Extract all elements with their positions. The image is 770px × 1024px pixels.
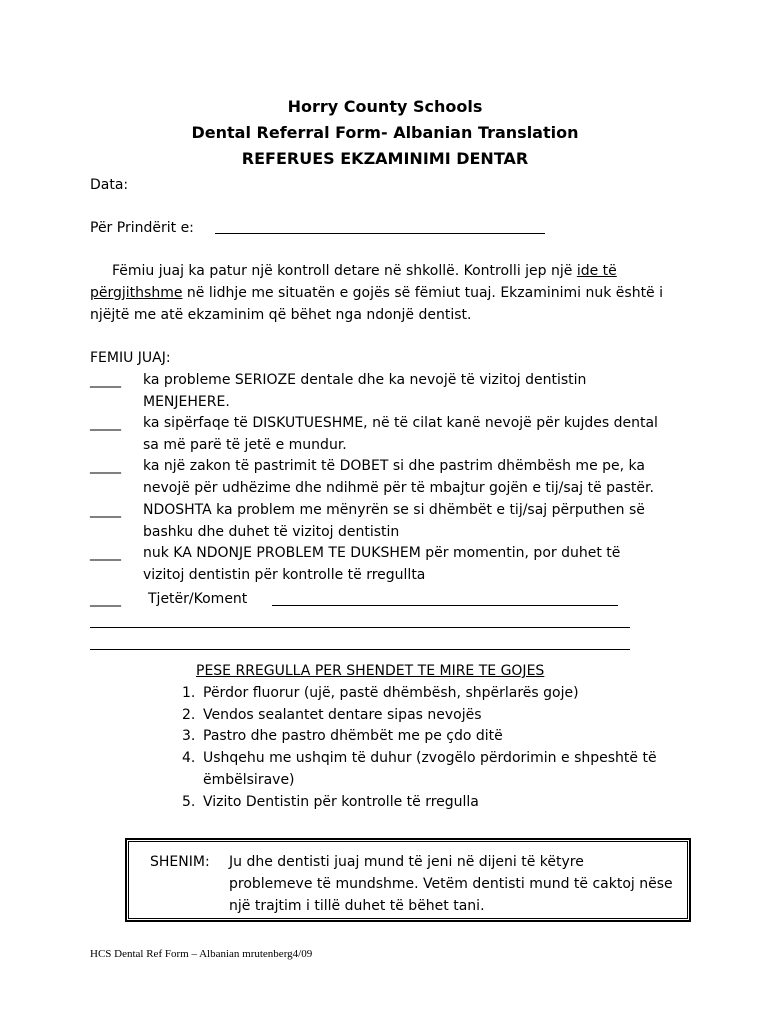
rule-num-3: 3. <box>182 728 196 744</box>
rule-num-2: 2. <box>182 707 196 723</box>
parent-name-line <box>215 233 545 234</box>
item-4-line-2: bashku dhe duhet të vizitoj dentistin <box>143 524 400 540</box>
form-subtitle: REFERUES EKZAMINIMI DENTAR <box>241 149 529 168</box>
intro-line-1 <box>112 262 617 280</box>
rule-text-2: Vendos sealantet dentare sipas nevojës <box>203 707 482 723</box>
item-5-line-1: nuk KA NDONJE PROBLEM TE DUKSHEM për momentin, por duhet të <box>143 545 621 561</box>
item-3-line-1: ka një zakon të pastrimit të DOBET si dhe pastrim dhëmbësh me pe, ka <box>143 458 645 474</box>
item-1-line-2: MENJEHERE. <box>143 394 230 410</box>
checkbox-blank-5: _____ <box>90 545 120 561</box>
intro-underlined-text: ide të <box>576 263 617 279</box>
note-label: SHENIM: <box>150 854 210 870</box>
comment-line-2 <box>90 627 630 628</box>
rule-text-4: Ushqehu me ushqim të duhur (zvogëlo përdorimin e shpeshtë të <box>203 750 657 766</box>
intro-text-2: në lidhje me situatën e gojës së fëmiut tuaj. Ekzaminimi nuk është i <box>182 285 664 301</box>
checkbox-blank-4: _____ <box>90 502 120 518</box>
item-5-line-2: vizitoj dentistin për kontrolle të rregullta <box>143 567 426 583</box>
rule-text-5: Vizito Dentistin për kontrolle të rregulla <box>203 794 479 810</box>
intro-text: Fëmiu juaj ka patur një kontroll detare në shkollë. Kontrolli jep një <box>112 263 577 279</box>
rule-num-1: 1. <box>182 685 196 701</box>
rule-num-5: 5. <box>182 794 196 810</box>
item-1-line-1: ka probleme SERIOZE dentale dhe ka nevojë të vizitoj dentistin <box>143 372 587 388</box>
item-2-line-2: sa më parë të jetë e mundur. <box>143 437 347 453</box>
rules-title: PESE RREGULLA PER SHENDET TE MIRE TE GOJES <box>196 663 545 679</box>
form-title: Dental Referral Form- Albanian Translation <box>191 123 579 142</box>
checkbox-blank-1: _____ <box>90 372 120 388</box>
other-comment-label: Tjetër/Koment <box>148 591 248 607</box>
rule-text-4-cont: ëmbëlsirave) <box>203 772 295 788</box>
checkbox-blank-other: _____ <box>90 591 120 607</box>
intro-underlined-text-2: përgjithshme <box>90 285 183 301</box>
item-4-line-1: NDOSHTA ka problem me mënyrën se si dhëmbët e tij/saj përputhen së <box>143 502 645 518</box>
checkbox-blank-2: _____ <box>90 415 120 431</box>
note-line-1: Ju dhe dentisti juaj mund të jeni në dijeni të këtyre <box>229 854 584 870</box>
date-label: Data: <box>90 177 129 193</box>
school-title: Horry County Schools <box>287 97 483 116</box>
checkbox-blank-3: _____ <box>90 458 120 474</box>
item-3-line-2: nevojë për udhëzime dhe ndihmë për të mbajtur gojën e tij/saj të pastër. <box>143 480 654 496</box>
rule-text-1: Përdor fluorur (ujë, pastë dhëmbësh, shpërlarës goje) <box>203 685 579 701</box>
note-line-3: një trajtim i tillë duhet të bëhet tani. <box>229 898 485 914</box>
note-line-2: problemeve të mundshme. Vetëm dentisti mund të caktoj nëse <box>229 876 673 892</box>
intro-line-3: njëjtë me atë ekzaminim që bëhet nga ndonjë dentist. <box>90 307 472 323</box>
child-heading: FEMIU JUAJ: <box>90 350 171 366</box>
footer-text: HCS Dental Ref Form – Albanian mrutenberg4/09 <box>90 948 313 960</box>
intro-line-2 <box>90 284 663 302</box>
rule-text-3: Pastro dhe pastro dhëmbët me pe çdo ditë <box>203 728 503 744</box>
comment-line-1 <box>272 605 618 606</box>
item-2-line-1: ka sipërfaqe të DISKUTUESHME, në të cilat kanë nevojë për kujdes dental <box>143 415 658 431</box>
parent-label: Për Prindërit e: <box>90 220 194 236</box>
rule-num-4: 4. <box>182 750 196 766</box>
comment-line-3 <box>90 649 630 650</box>
